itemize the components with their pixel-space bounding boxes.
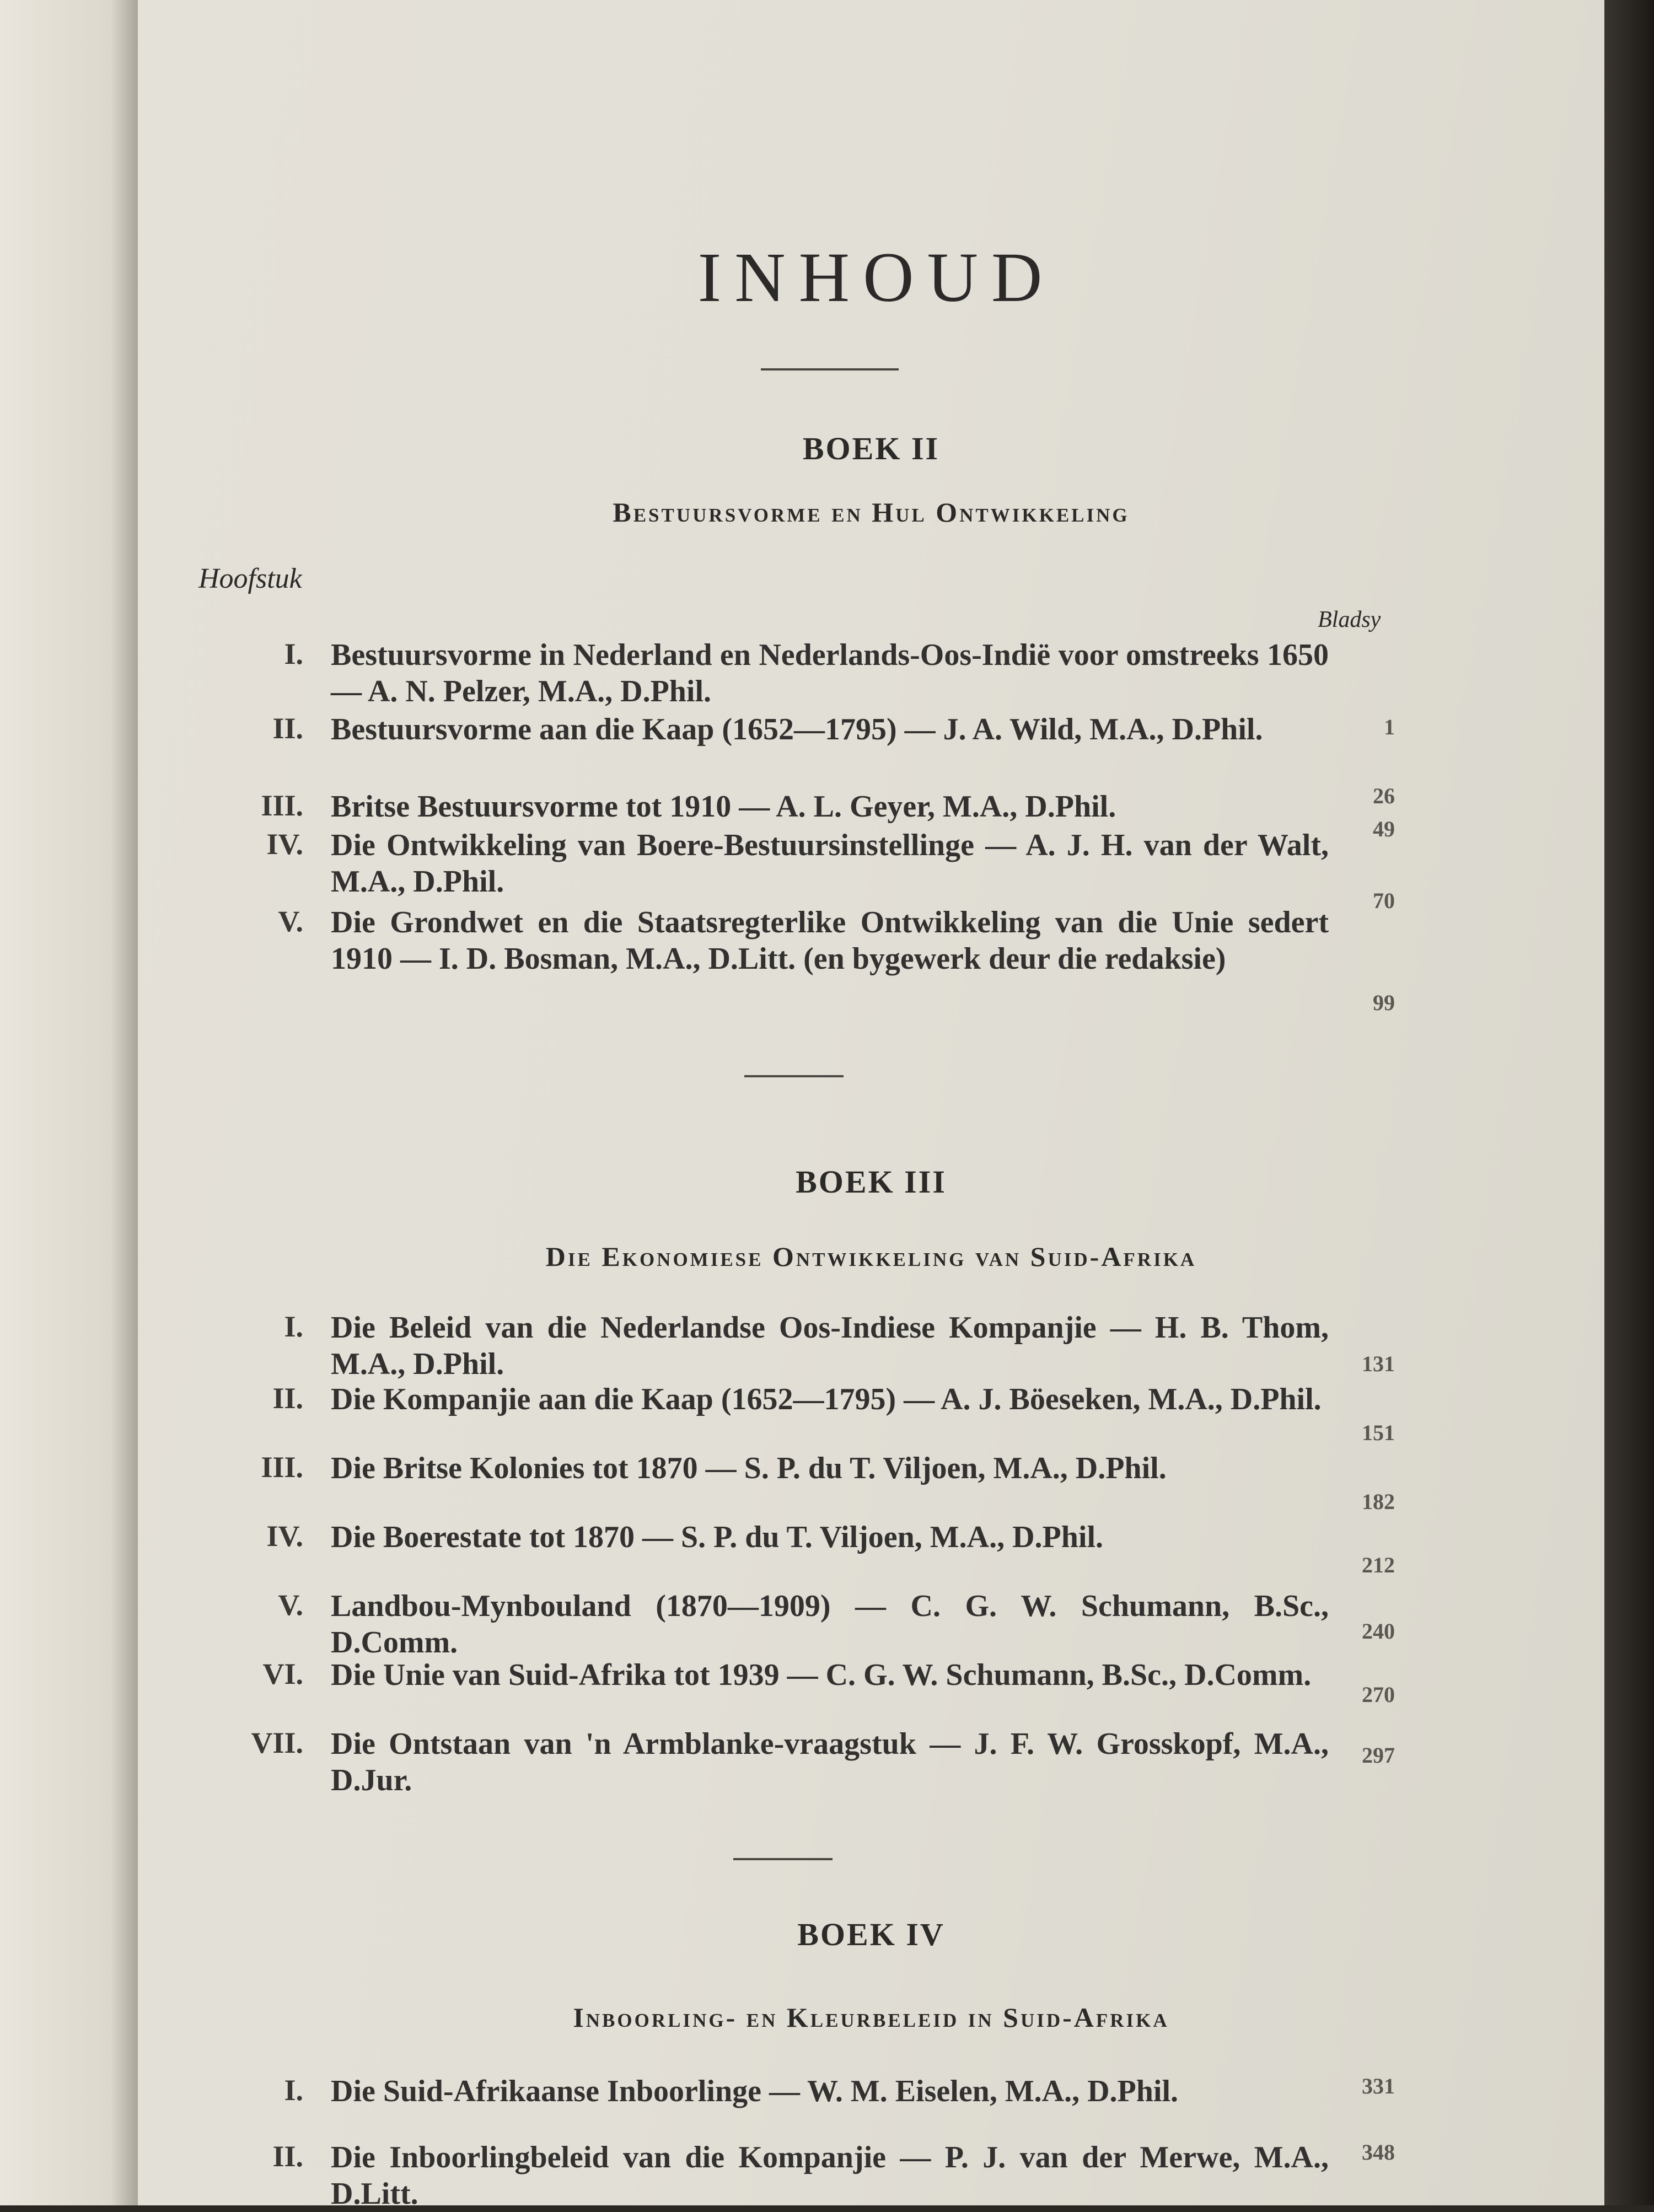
chapter-title: Die Beleid van die Nederlandse Oos-Indiese Kompanjie — H. B. Thom, M.A., D.Phil. <box>331 1311 1329 1381</box>
book-heading-4: BOEK IV <box>797 1916 945 1952</box>
page-number: 331 <box>1362 2074 1395 2098</box>
book-subtitle-3: Die Ekonomiese Ontwikkeling van Suid-Afrika <box>545 1241 1197 1272</box>
book-heading-3: BOEK III <box>796 1164 947 1200</box>
chapter-number: III. <box>261 789 303 822</box>
chapter-number: IV. <box>266 828 303 861</box>
chapter-title: Bestuursvorme aan die Kaap (1652—1795) — J. A. Wild, M.A., D.Phil. <box>331 712 1263 747</box>
page-number: 240 <box>1362 1619 1395 1644</box>
page-number: 131 <box>1362 1351 1395 1376</box>
chapter-number: V. <box>278 1588 303 1622</box>
title-divider <box>761 368 899 371</box>
book-subtitle-4: Inboorling- en Kleurbeleid in Suid-Afrika <box>573 2002 1169 2033</box>
chapter-number: VII. <box>251 1726 303 1759</box>
section-divider <box>744 1075 844 1077</box>
chapter-number: V. <box>278 905 303 938</box>
chapter-title: Die Inboorlingbeleid van die Kompanjie — P. J. van der Merwe, M.A., D.Litt. <box>331 2140 1329 2211</box>
chapter-number: IV. <box>266 1520 303 1553</box>
chapter-number: I. <box>284 637 303 670</box>
page-column-header: Bladsy <box>1318 607 1381 632</box>
chapter-title: Die Ontwikkeling van Boere-Bestuursinstellinge — A. J. H. van der Walt, M.A., D.Phil. <box>331 828 1329 899</box>
page-number: 99 <box>1373 990 1395 1015</box>
chapter-number: III. <box>261 1451 303 1484</box>
chapter-title: Landbou-Mynbouland (1870—1909) — C. G. W. Schumann, B.Sc., D.Comm. <box>331 1589 1329 1660</box>
page-number: 348 <box>1362 2140 1395 2165</box>
chapter-title: Bestuursvorme in Nederland en Nederlands-Oos-Indië voor omstreeks 1650 — A. N. Pelzer, M.A., D.Phil. <box>331 638 1329 708</box>
chapter-title: Die Grondwet en die Staatsregterlike Ontwikkeling van die Unie sedert 1910 — I. D. Bosman, M.A., D.Litt. (en bygewerk deur die redaksie) <box>331 905 1329 976</box>
chapter-number: II. <box>272 2140 303 2173</box>
book-subtitle-2: Bestuursvorme en Hul Ontwikkeling <box>613 497 1130 528</box>
chapter-number: I. <box>284 1310 303 1343</box>
facing-page-edge <box>0 0 138 2205</box>
chapter-title: Die Britse Kolonies tot 1870 — S. P. du T. Viljoen, M.A., D.Phil. <box>331 1451 1167 1485</box>
contents-page <box>138 0 1604 2211</box>
book-heading-2: BOEK II <box>802 431 940 466</box>
page-title: INHOUD <box>697 238 1056 316</box>
page-number: 182 <box>1362 1489 1395 1514</box>
page-number: 297 <box>1362 1743 1395 1768</box>
chapter-number: II. <box>272 1382 303 1415</box>
section-divider <box>733 1858 833 1860</box>
chapter-title: Die Kompanjie aan die Kaap (1652—1795) — A. J. Böeseken, M.A., D.Phil. <box>331 1382 1322 1416</box>
chapter-title: Die Suid-Afrikaanse Inboorlinge — W. M. Eiselen, M.A., D.Phil. <box>331 2074 1179 2108</box>
book-spine-shadow <box>1604 0 1654 2205</box>
chapter-column-header: Hoofstuk <box>198 563 302 594</box>
chapter-number: VI. <box>262 1657 303 1690</box>
page-number: 270 <box>1362 1682 1395 1707</box>
chapter-title: Britse Bestuursvorme tot 1910 — A. L. Geyer, M.A., D.Phil. <box>331 790 1116 824</box>
chapter-number: II. <box>272 712 303 745</box>
chapter-title: Die Boerestate tot 1870 — S. P. du T. Viljoen, M.A., D.Phil. <box>331 1520 1104 1554</box>
chapter-number: I. <box>284 2074 303 2107</box>
chapter-title: Die Unie van Suid-Afrika tot 1939 — C. G. W. Schumann, B.Sc., D.Comm. <box>331 1658 1312 1692</box>
page-number: 151 <box>1362 1420 1395 1445</box>
chapter-title: Die Ontstaan van 'n Armblanke-vraagstuk — J. F. W. Grosskopf, M.A., D.Jur. <box>331 1727 1329 1797</box>
page-number: 212 <box>1362 1553 1395 1577</box>
page-number: 49 <box>1373 817 1395 841</box>
page-number: 70 <box>1373 888 1395 913</box>
page-number: 1 <box>1384 715 1395 739</box>
page-number: 26 <box>1373 783 1395 808</box>
